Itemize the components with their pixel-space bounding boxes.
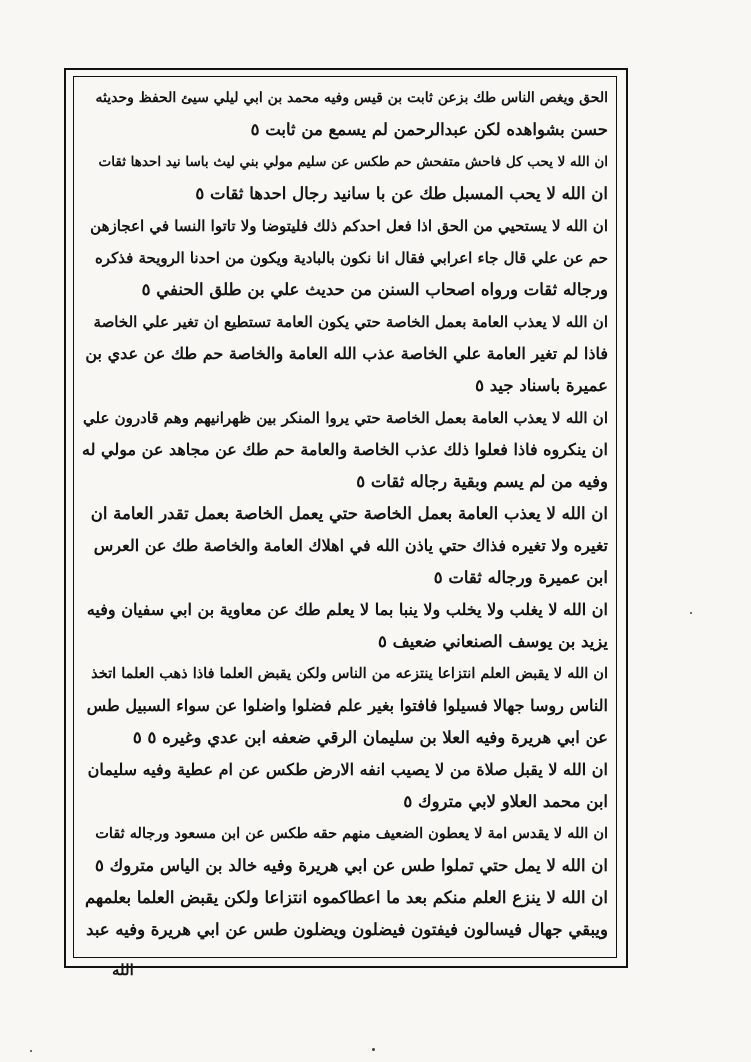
text-line: ان الله لا يقبض العلم انتزاعا ينتزعه من الناس ولكن يقبض العلما فاذا ذهب العلما اتخذ [91,665,608,682]
text-line: ابن محمد العلاو لابي متروك ٥ [403,792,608,811]
text-block [82,82,608,950]
text-line: الناس روسا جهالا فسيلوا فافتوا بغير علم فضلوا واضلوا عن سواء السبيل طس [86,696,608,715]
ink-speck [690,612,692,614]
text-line: ان ينكروه فاذا فعلوا ذلك عذب الخاصة والعامة حم طك عن مجاهد عن مولي له [82,440,608,459]
text-line: ابن عميرة ورجاله ثقات ٥ [433,568,608,587]
text-line: ان الله لا يعذب العامة بعمل الخاصة حتي يروا المنكر بين ظهرانيهم وهم قادرون علي [83,409,608,427]
text-line: ان الله لا يحب كل فاحش متفحش حم طكس عن سليم مولي بني ليث باسا نيد احدها ثقات [98,154,608,170]
text-line: ان الله لا يعذب العامة بعمل الخاصة حتي يعمل الخاصة بعمل تقدر العامة ان [90,504,608,523]
text-line: ان الله لا يغلب ولا يخلب ولا ينبا بما لا يعلم طك عن معاوية بن ابي سفيان وفيه [86,600,608,619]
text-line: عن ابي هريرة وفيه العلا بن سليمان الرقي ضعفه ابن عدي وغيره ٥ ٥ [132,728,608,747]
text-line: ان الله لا ينزع العلم منكم بعد ما اعطاكموه انتزاعا ولكن يقبض العلما بعلمهم [84,888,608,907]
text-line: ان الله لا يمل حتي تملوا طس عن ابي هريرة وفيه خالد بن الياس متروك ٥ [95,856,608,875]
text-line: ان الله لا يعذب العامة بعمل الخاصة حتي يكون العامة تستطيع ان تغير علي الخاصة [93,313,608,331]
text-line: عميرة باسناد جيد ٥ [475,376,608,395]
text-line: فاذا لم تغير العامة علي الخاصة عذب الله العامة والخاصة حم طك عن عدي بن [85,344,608,363]
catchword: الله [112,961,134,979]
text-line: حسن بشواهده لكن عبدالرحمن لم يسمع من ثابت ٥ [250,120,608,139]
text-line: ان الله لا يحب المسبل طك عن با سانيد رجال احدها ثقات ٥ [195,184,608,203]
text-line: ورجاله ثقات ورواه اصحاب السنن من حديث علي بن طلق الحنفي ٥ [141,280,608,299]
text-line: تغيره ولا تغيره فذاك حتي ياذن الله في اهلاك العامة والخاصة طك عن العرس [93,536,608,555]
ink-speck [372,1048,375,1051]
text-line: وفيه من لم يسم وبقية رجاله ثقات ٥ [356,472,608,491]
text-line: ويبقي جهال فيسالون فيفتون فيضلون ويضلون طس عن ابي هريرة وفيه عبد [86,920,608,939]
text-line: يزيد بن يوسف الصنعاني ضعيف ٥ [378,632,608,651]
text-line: ان الله لا يستحيي من الحق اذا فعل احدكم ذلك فليتوضا ولا تاتوا النسا في اعجازهن [90,217,608,235]
text-line: ان الله لا يقبل صلاة من لا يصيب انفه الارض طكس عن ام عطية وفيه سليمان [87,760,608,779]
text-line: حم عن علي قال جاء اعرابي فقال انا نكون بالبادية ويكون من احدنا الرويحة فذكره [94,249,608,267]
ink-speck [30,1050,32,1052]
text-line: الحق ويغص الناس طك بزعن ثابت بن قيس وفيه محمد بن ابي ليلي سيئ الحفظ وحديثه [95,90,608,106]
text-line: ان الله لا يقدس امة لا يعطون الضعيف منهم حقه طكس عن ابن مسعود ورجاله ثقات [95,825,608,842]
